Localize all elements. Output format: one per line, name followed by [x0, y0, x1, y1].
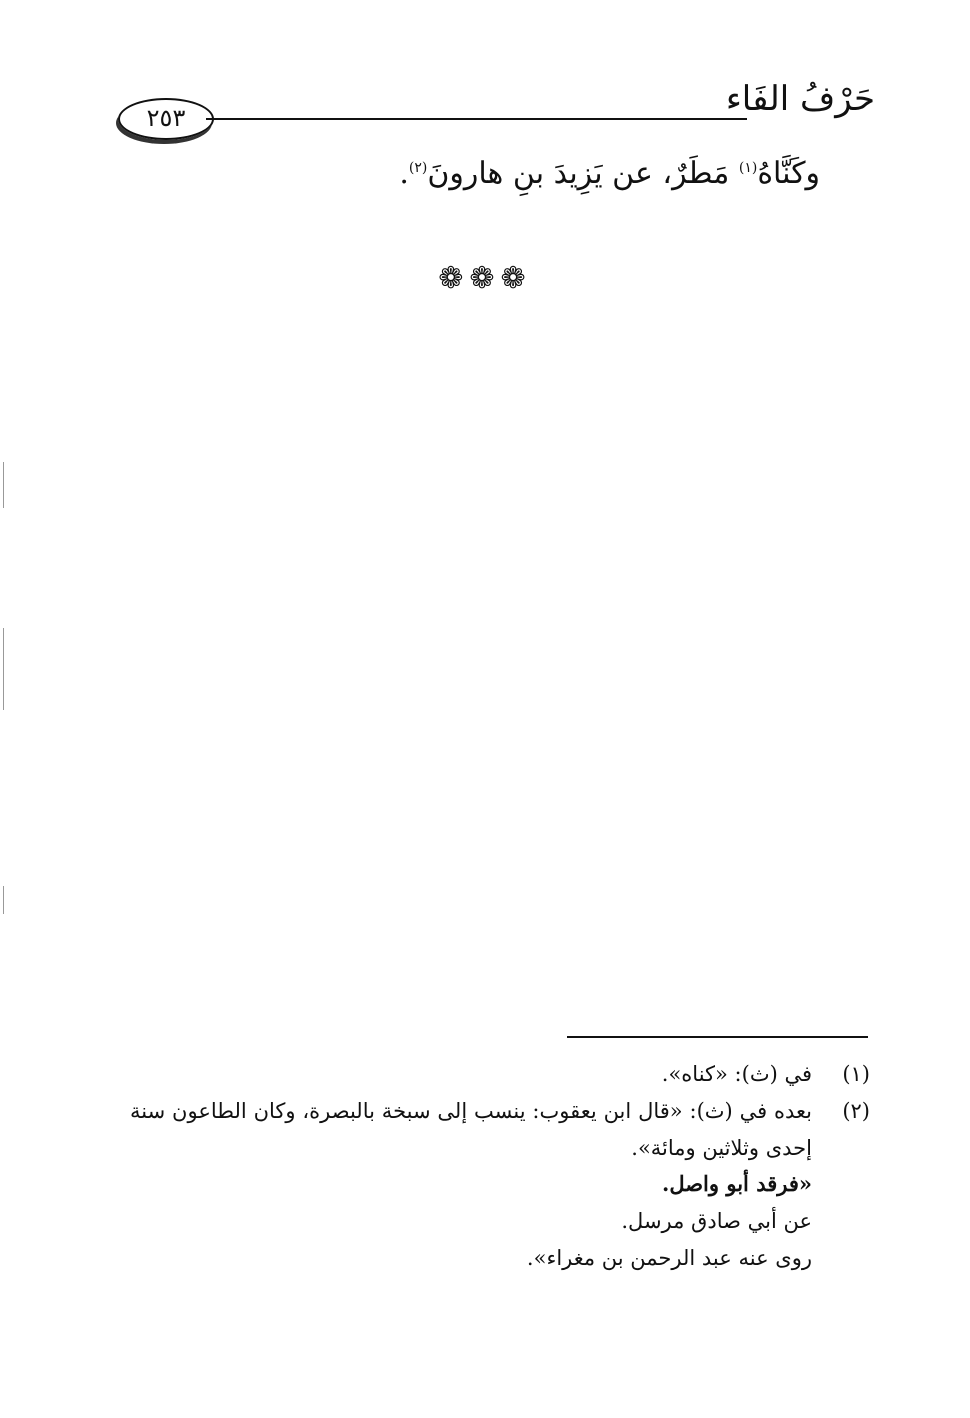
section-separator-ornaments: ❁❁❁: [438, 261, 532, 296]
footnote-2-quote-heading: «فرقد أبو واصل.: [662, 1171, 812, 1197]
main-text-start: وكَنَّاهُ: [757, 156, 820, 191]
page-number: ٢٥٣: [146, 104, 186, 132]
page-number-frame: [118, 98, 214, 140]
main-text-middle: مَطَرٌ، عن يَزِيدَ بنِ هارونَ: [427, 156, 739, 191]
footnote-separator-rule: [567, 1036, 868, 1038]
footnote-ref-2[interactable]: (٢): [408, 160, 428, 176]
footnote-ref-1[interactable]: (١): [738, 160, 758, 176]
scan-edge-mark: [3, 628, 4, 710]
footnotes-block: [130, 1056, 870, 1277]
scan-edge-mark: [3, 462, 4, 508]
page-header: [110, 78, 875, 148]
header-rule: [206, 118, 747, 120]
footnote-2-quote-line: روى عنه عبد الرحمن بن مغراء».: [526, 1245, 812, 1270]
footnote-number: (٢): [842, 1098, 870, 1123]
main-text-line: [399, 156, 820, 192]
main-text-end: .: [399, 156, 409, 191]
footnote-2: [130, 1093, 870, 1167]
footnote-text: بعده في (ث): «قال ابن يعقوب: ينسب إلى سبخة بالبصرة، وكان الطاعون سنة إحدى وثلاثين ومائة».: [130, 1098, 812, 1160]
running-title: حَرْفُ الفَاء: [725, 79, 875, 119]
footnote-number: (١): [842, 1062, 870, 1086]
scan-edge-mark: [3, 886, 4, 914]
footnote-2-quote-line: عن أبي صادق مرسل.: [621, 1209, 812, 1233]
footnote-text: في (ث): «كناه».: [661, 1062, 812, 1086]
footnote-1: [130, 1056, 870, 1093]
